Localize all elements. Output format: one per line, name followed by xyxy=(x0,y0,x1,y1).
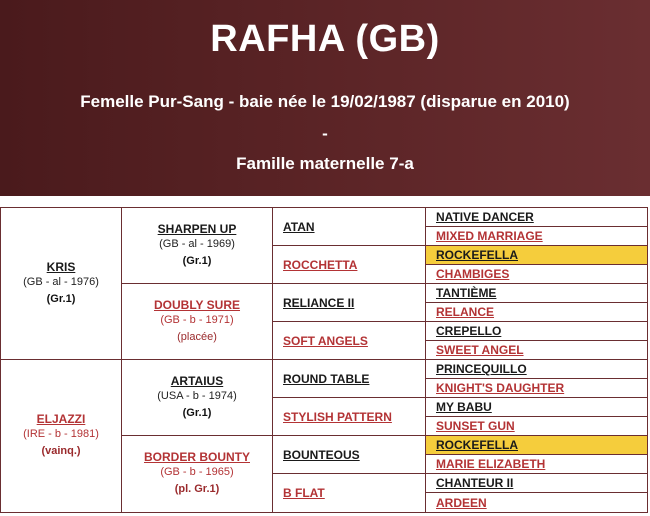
grandparent-cell xyxy=(122,284,273,360)
ancestor-name-link[interactable]: MIXED MARRIAGE xyxy=(436,229,543,243)
grandparent-rank: (Gr.1) xyxy=(182,254,212,267)
ancestor-cell xyxy=(426,208,647,227)
great-grandparent-name-link[interactable]: ROCCHETTA xyxy=(283,257,358,272)
dam-rank: (vainq.) xyxy=(41,445,81,457)
ancestor-cell-highlighted xyxy=(426,246,647,265)
dam-cell xyxy=(1,360,122,512)
great-grandparent-name-link[interactable]: B FLAT xyxy=(283,486,325,500)
ancestor-name-link[interactable]: CHAMBIGES xyxy=(436,267,510,281)
ancestor-cell xyxy=(426,227,647,246)
grandparent-info: (GB - al - 1969) xyxy=(159,237,235,250)
ancestor-cell xyxy=(426,303,647,322)
great-grandparent-name-link[interactable]: ATAN xyxy=(283,219,315,234)
ancestor-cell-highlighted xyxy=(426,436,647,455)
ancestor-name-link[interactable]: KNIGHT'S DAUGHTER xyxy=(436,381,565,395)
ancestor-cell xyxy=(426,455,647,474)
great-grandparent-cell xyxy=(273,398,426,436)
ancestor-name-link[interactable]: CHANTEUR II xyxy=(436,476,514,490)
great-grandparent-name-link[interactable]: STYLISH PATTERN xyxy=(283,409,392,424)
ancestor-cell xyxy=(426,493,647,512)
grandparent-info: (USA - b - 1974) xyxy=(157,389,237,402)
grandparent-cell xyxy=(122,436,273,512)
page-title: RAFHA (GB) xyxy=(210,18,440,60)
ancestor-name-link[interactable]: PRINCEQUILLO xyxy=(436,362,527,376)
sire-name-link[interactable]: KRIS xyxy=(46,259,76,274)
great-grandparent-cell xyxy=(273,474,426,512)
dam-info: (IRE - b - 1981) xyxy=(23,428,99,440)
ancestor-name-link[interactable]: TANTIÈME xyxy=(436,286,497,300)
ancestor-name-link[interactable]: NATIVE DANCER xyxy=(436,210,534,224)
great-grandparent-cell xyxy=(273,246,426,284)
grandparent-info: (GB - b - 1965) xyxy=(160,466,234,478)
horse-description: Femelle Pur-Sang - baie née le 19/02/1987 (disparue en 2010) xyxy=(80,92,570,111)
grandparent-rank: (placée) xyxy=(177,330,217,343)
ancestor-cell xyxy=(426,398,647,417)
ancestor-name-link[interactable]: ARDEEN xyxy=(436,495,487,510)
ancestor-name-link[interactable]: SUNSET GUN xyxy=(436,419,515,433)
sire-rank: (Gr.1) xyxy=(46,292,76,305)
page-header xyxy=(0,0,650,196)
grandparent-name-link[interactable]: DOUBLY SURE xyxy=(153,297,241,312)
grandparent-rank: (Gr.1) xyxy=(182,406,212,419)
grandparent-name-link[interactable]: BORDER BOUNTY xyxy=(143,450,250,464)
great-grandparent-cell xyxy=(273,284,426,322)
separator: - xyxy=(322,124,328,143)
ancestor-name-link[interactable]: MY BABU xyxy=(436,400,492,414)
maternal-family: Famille maternelle 7-a xyxy=(236,154,414,173)
ancestor-name-link[interactable]: SWEET ANGEL xyxy=(436,343,524,357)
ancestor-name-link[interactable]: MARIE ELIZABETH xyxy=(436,457,546,471)
great-grandparent-name-link[interactable]: ROUND TABLE xyxy=(283,371,370,386)
great-grandparent-name-link[interactable]: BOUNTEOUS xyxy=(283,447,360,462)
ancestor-cell xyxy=(426,360,647,379)
ancestor-name-link[interactable]: RELANCE xyxy=(436,305,495,319)
ancestor-cell xyxy=(426,474,647,493)
ancestor-cell xyxy=(426,284,647,303)
grandparent-info: (GB - b - 1971) xyxy=(160,313,234,326)
ancestor-cell xyxy=(426,379,647,398)
ancestor-cell xyxy=(426,417,647,436)
great-grandparent-cell xyxy=(273,208,426,246)
grandparent-name-link[interactable]: ARTAIUS xyxy=(170,373,224,388)
ancestor-cell xyxy=(426,322,647,341)
grandparent-cell xyxy=(122,360,273,436)
ancestor-cell xyxy=(426,341,647,360)
grandparent-cell xyxy=(122,208,273,284)
ancestor-name-link[interactable]: ROCKEFELLA xyxy=(436,438,518,452)
pedigree-table xyxy=(0,207,648,513)
sire-cell xyxy=(1,208,122,360)
sire-info: (GB - al - 1976) xyxy=(23,275,99,288)
dam-name-link[interactable]: ELJAZZI xyxy=(36,412,86,426)
ancestor-name-link[interactable]: ROCKEFELLA xyxy=(436,248,518,262)
great-grandparent-cell xyxy=(273,436,426,474)
grandparent-rank: (pl. Gr.1) xyxy=(174,483,220,495)
great-grandparent-cell xyxy=(273,322,426,360)
ancestor-cell xyxy=(426,265,647,284)
great-grandparent-name-link[interactable]: RELIANCE II xyxy=(283,295,355,310)
ancestor-name-link[interactable]: CREPELLO xyxy=(436,324,502,338)
great-grandparent-name-link[interactable]: SOFT ANGELS xyxy=(283,333,368,348)
great-grandparent-cell xyxy=(273,360,426,398)
grandparent-name-link[interactable]: SHARPEN UP xyxy=(157,221,237,236)
